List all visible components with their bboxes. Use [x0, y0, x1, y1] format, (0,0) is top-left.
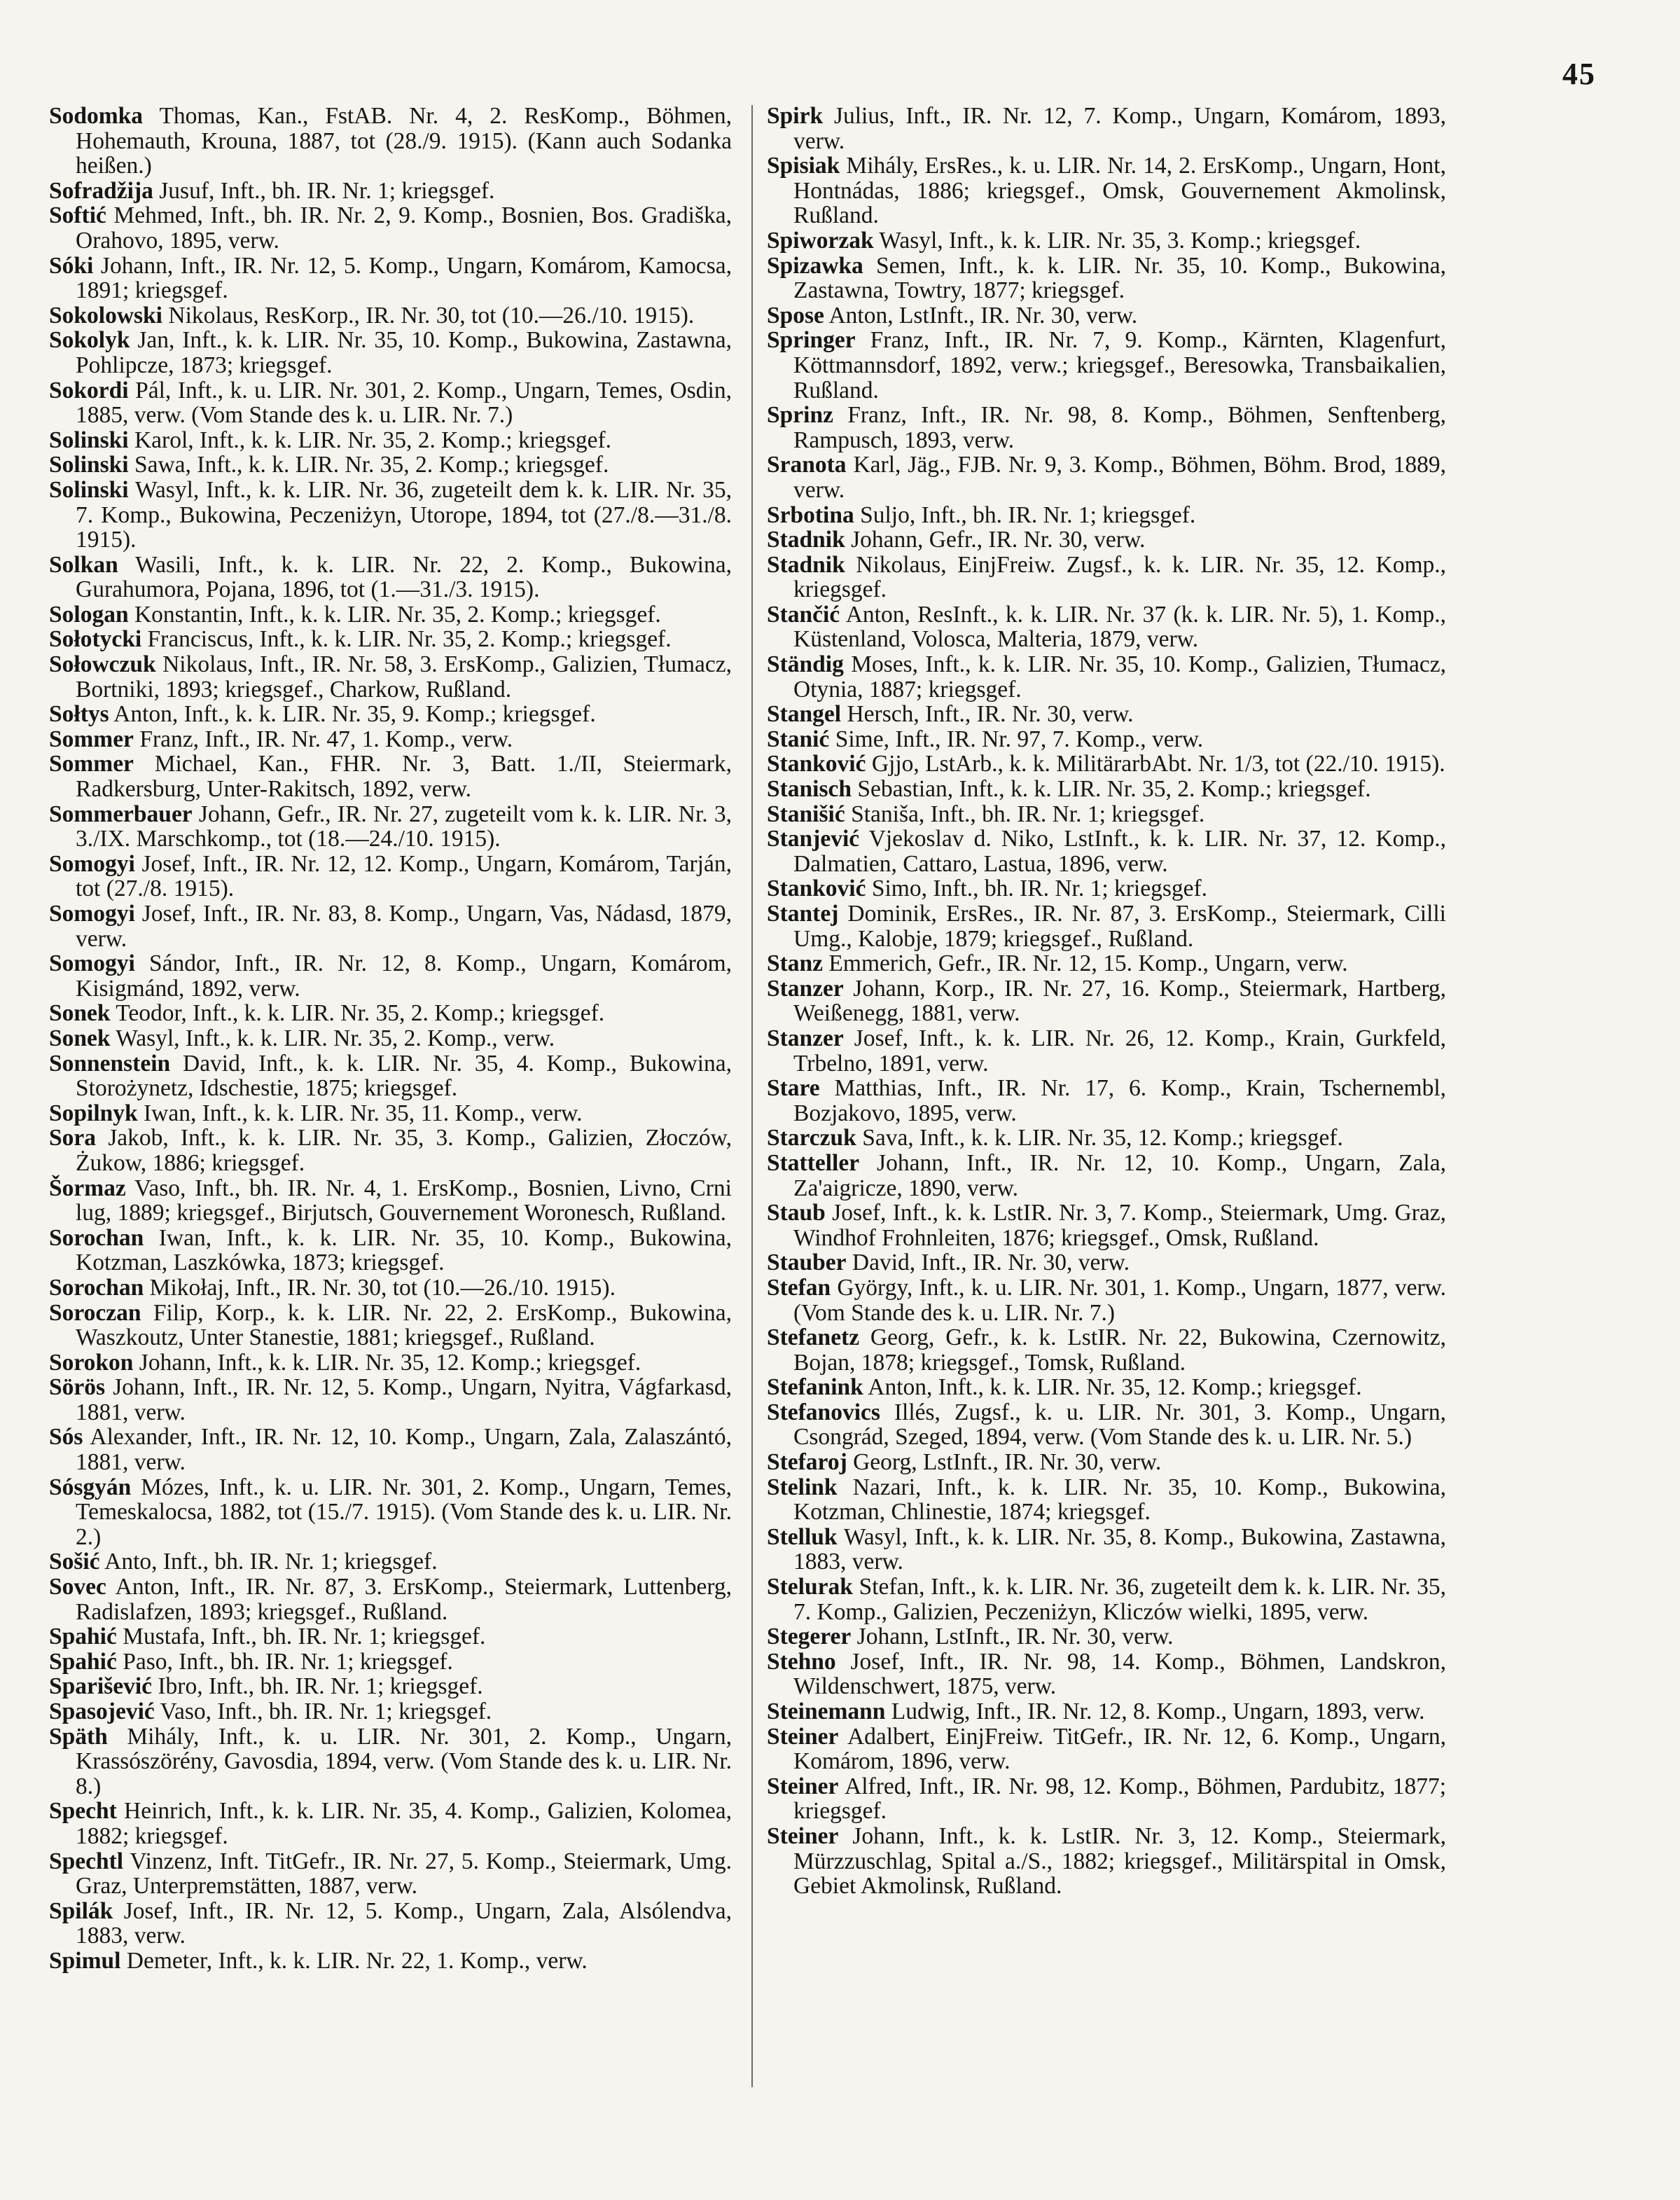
entry-surname: Stanz [767, 950, 824, 977]
entry-surname: Stefanink [767, 1374, 863, 1401]
list-entry [767, 1076, 1446, 1126]
list-entry [767, 826, 1446, 876]
entry-surname: Sołotycki [49, 626, 142, 653]
entry-surname: Starczuk [767, 1125, 856, 1151]
entry-details: Anton, Inft., k. k. LIR. Nr. 35, 12. Komp.; kriegsgef. [863, 1374, 1362, 1401]
entry-details: Moses, Inft., k. k. LIR. Nr. 35, 10. Komp., Galizien, Tłumacz, Otynia, 1887; kriegsgef. [793, 651, 1446, 703]
entry-surname: Sörös [49, 1374, 106, 1401]
entry-surname: Stare [767, 1075, 820, 1102]
entry-details: Wasyl, Inft., k. k. LIR. Nr. 36, zugeteilt dem k. k. LIR. Nr. 35, 7. Komp., Bukowina, Peczeniżyn, Utorope, 1894, tot (27./8.—31./8. 1915). [76, 476, 732, 553]
entry-details: Mustafa, Inft., bh. IR. Nr. 1; kriegsgef. [116, 1624, 486, 1650]
entry-details: David, Inft., IR. Nr. 30, verw. [846, 1250, 1130, 1276]
list-entry [49, 727, 732, 752]
entry-details: Karol, Inft., k. k. LIR. Nr. 35, 2. Komp.; kriegsgef. [128, 427, 612, 453]
entry-details: Mihály, Inft., k. u. LIR. Nr. 301, 2. Komp., Ungarn, Krassószörény, Gavosdia, 1894, verw. (Vom Stande des k. u. LIR. Nr. 8.) [76, 1723, 732, 1799]
list-entry [49, 378, 732, 428]
entry-surname: Sołtys [49, 701, 109, 728]
entry-surname: Spizawka [767, 252, 863, 279]
list-entry [49, 1350, 732, 1376]
list-entry [49, 1724, 732, 1799]
entry-surname: Statteller [767, 1149, 860, 1176]
entry-surname: Spimul [49, 1947, 121, 1974]
list-entry [49, 1575, 732, 1624]
entry-details: Anton, ResInft., k. k. LIR. Nr. 37 (k. k. LIR. Nr. 5), 1. Komp., Küstenland, Volosca, Malteria, 1879, verw. [793, 601, 1446, 653]
list-entry [49, 852, 732, 901]
entry-surname: Sofradžija [49, 177, 153, 204]
entry-surname: Stangel [767, 701, 842, 728]
list-entry [767, 652, 1446, 702]
entry-surname: Sóki [49, 252, 94, 279]
list-entry [49, 1126, 732, 1175]
entry-details: Vinzenz, Inft. TitGefr., IR. Nr. 27, 5. Komp., Steiermark, Umg. Graz, Unterpremstätten, 1887, verw. [76, 1848, 732, 1900]
list-entry [767, 1450, 1446, 1475]
list-entry [767, 1525, 1446, 1575]
entry-surname: Solinski [49, 452, 129, 478]
list-entry [767, 1699, 1446, 1724]
entry-details: Mózes, Inft., k. u. LIR. Nr. 301, 2. Komp., Ungarn, Temes, Temeskalocsa, 1882, tot (15./7. 1915). (Vom Stande des k. u. LIR. Nr. 2.) [76, 1474, 732, 1550]
list-entry [767, 1151, 1446, 1201]
entry-details: Dominik, ErsRes., IR. Nr. 87, 3. ErsKomp., Steiermark, Cilli Umg., Kalobje, 1879; kriegsgef., Rußland. [793, 901, 1446, 952]
entry-details: Pál, Inft., k. u. LIR. Nr. 301, 2. Komp., Ungarn, Temes, Osdin, 1885, verw. (Vom Stande des k. u. LIR. Nr. 7.) [76, 377, 732, 429]
list-entry [767, 153, 1446, 228]
list-entry [49, 478, 732, 553]
entry-surname: Stefan [767, 1274, 831, 1301]
list-entry [767, 951, 1446, 976]
entry-surname: Stanzer [767, 975, 844, 1002]
list-entry [767, 228, 1446, 254]
list-entry [767, 1575, 1446, 1624]
entry-details: Sebastian, Inft., k. k. LIR. Nr. 35, 2. Komp.; kriegsgef. [852, 776, 1371, 803]
list-entry [767, 901, 1446, 951]
entry-surname: Sonek [49, 1025, 111, 1051]
list-entry [767, 802, 1446, 827]
entry-surname: Spilák [49, 1897, 113, 1924]
entry-details: Josef, Inft., k. k. LstIR. Nr. 3, 7. Komp., Steiermark, Umg. Graz, Windhof Frohnleiten, 1876; kriegsgef., Omsk, Rußland. [793, 1200, 1446, 1251]
entry-details: Georg, Gefr., k. k. LstIR. Nr. 22, Bukowina, Czernowitz, Bojan, 1878; kriegsgef., Tomsk, Rußland. [793, 1324, 1446, 1376]
entry-details: Michael, Kan., FHR. Nr. 3, Batt. 1./II, Steiermark, Radkersburg, Unter-Rakitsch, 1892, verw. [76, 751, 732, 803]
entry-details: Simo, Inft., bh. IR. Nr. 1; kriegsgef. [866, 876, 1208, 902]
list-entry [49, 627, 732, 652]
entry-surname: Steiner [767, 1822, 839, 1849]
entry-details: Josef, Inft., IR. Nr. 12, 5. Komp., Ungarn, Zala, Alsólendva, 1883, verw. [76, 1897, 732, 1949]
entry-details: Nikolaus, Inft., IR. Nr. 58, 3. ErsKomp., Galizien, Tłumacz, Bortniki, 1893; kriegsgef., Charkow, Rußland. [76, 651, 732, 703]
list-entry [49, 303, 732, 328]
list-entry [767, 553, 1446, 602]
list-entry [49, 1649, 732, 1675]
entry-surname: Sós [49, 1424, 83, 1451]
entry-details: Johann, Inft., IR. Nr. 12, 5. Komp., Ungarn, Komárom, Kamocsa, 1891; kriegsgef. [76, 252, 732, 304]
list-entry [49, 802, 732, 852]
entry-surname: Somogyi [49, 950, 135, 977]
entry-surname: Specht [49, 1798, 117, 1825]
entry-details: Vjekoslav d. Niko, LstInft., k. k. LIR. Nr. 37, 12. Komp., Dalmatien, Cattaro, Lastua, 1896, verw. [793, 826, 1446, 877]
list-entry [767, 1126, 1446, 1151]
entry-surname: Springer [767, 327, 856, 354]
entry-details: György, Inft., k. u. LIR. Nr. 301, 1. Komp., Ungarn, 1877, verw. (Vom Stande des k. u. LIR. Nr. 7.) [793, 1274, 1446, 1326]
entry-surname: Stanković [767, 876, 866, 902]
list-entry [767, 876, 1446, 901]
list-entry [49, 752, 732, 801]
entry-surname: Sorochan [49, 1224, 144, 1251]
list-entry [767, 503, 1446, 528]
list-entry [49, 254, 732, 303]
entry-details: Nikolaus, ResKorp., IR. Nr. 30, tot (10.—26./10. 1915). [162, 302, 695, 328]
entry-surname: Steiner [767, 1723, 839, 1750]
entry-surname: Sora [49, 1125, 96, 1151]
entry-details: Sava, Inft., k. k. LIR. Nr. 35, 12. Komp.; kriegsgef. [856, 1125, 1343, 1151]
list-entry [49, 1051, 732, 1101]
entry-surname: Softić [49, 202, 106, 229]
list-entry [767, 1774, 1446, 1824]
entry-surname: Sodomka [49, 103, 144, 129]
entry-details: Johann, Inft., IR. Nr. 12, 10. Komp., Ungarn, Zala, Za'aigricze, 1890, verw. [793, 1149, 1446, 1201]
entry-details: Wasyl, Inft., k. k. LIR. Nr. 35, 8. Komp., Bukowina, Zastawna, 1883, verw. [793, 1523, 1446, 1575]
list-entry [49, 1475, 732, 1550]
entry-surname: Stelurak [767, 1574, 853, 1600]
list-entry [49, 1849, 732, 1899]
entry-details: Johann, Korp., IR. Nr. 27, 16. Komp., Steiermark, Hartberg, Weißenegg, 1881, verw. [793, 975, 1446, 1027]
entry-surname: Stanisch [767, 776, 852, 803]
list-entry [767, 1375, 1446, 1400]
list-entry [49, 1425, 732, 1474]
entry-surname: Spirk [767, 103, 824, 129]
entry-surname: Stanić [767, 726, 830, 752]
list-entry [49, 1176, 732, 1226]
entry-details: Josef, Inft., IR. Nr. 83, 8. Komp., Ungarn, Vas, Nádasd, 1879, verw. [76, 901, 732, 952]
entry-surname: Spiworzak [767, 227, 874, 254]
entry-details: Nazari, Inft., k. k. LIR. Nr. 35, 10. Komp., Bukowina, Kotzman, Chlinestie, 1874; kriegsgef. [793, 1474, 1446, 1526]
entry-surname: Spahić [49, 1648, 117, 1675]
entry-surname: Spasojević [49, 1699, 155, 1724]
list-entry [767, 976, 1446, 1026]
entry-details: Sime, Inft., IR. Nr. 97, 7. Komp., verw. [829, 726, 1204, 752]
entry-details: Teodor, Inft., k. k. LIR. Nr. 35, 2. Komp.; kriegsgef. [110, 1000, 605, 1027]
entry-details: Mihály, ErsRes., k. u. LIR. Nr. 14, 2. ErsKomp., Ungarn, Hont, Hontnádas, 1886; kriegsgef., Omsk, Gouvernement Akmolinsk, Rußland. [793, 153, 1446, 229]
entry-surname: Stelluk [767, 1523, 838, 1550]
list-entry [767, 104, 1446, 153]
entry-surname: Stehno [767, 1648, 836, 1675]
entry-details: Emmerich, Gefr., IR. Nr. 12, 15. Komp., Ungarn, verw. [823, 950, 1348, 977]
column-divider [751, 105, 753, 2087]
list-entry [767, 1824, 1446, 1899]
list-entry [767, 328, 1446, 403]
entry-surname: Stanišić [767, 801, 845, 827]
list-entry [49, 951, 732, 1001]
entry-surname: Spahić [49, 1624, 117, 1650]
list-entry [767, 1201, 1446, 1250]
entry-surname: Stadnik [767, 551, 845, 578]
entry-details: Illés, Zugsf., k. u. LIR. Nr. 301, 3. Komp., Ungarn, Csongrád, Szeged, 1894, verw. (Vom Stande des k. u. LIR. Nr. 5.) [793, 1399, 1446, 1451]
list-entry [49, 1301, 732, 1350]
entry-details: Anton, LstInft., IR. Nr. 30, verw. [824, 302, 1138, 328]
list-entry [49, 104, 732, 179]
entry-details: Alfred, Inft., IR. Nr. 98, 12. Komp., Böhmen, Pardubitz, 1877; kriegsgef. [793, 1773, 1446, 1825]
entry-surname: Stantej [767, 901, 839, 927]
list-entry [767, 1325, 1446, 1375]
entry-surname: Sorokon [49, 1349, 134, 1376]
entry-details: Wasyl, Inft., k. k. LIR. Nr. 35, 3. Komp.; kriegsgef. [873, 227, 1361, 254]
entry-surname: Stančić [767, 601, 840, 628]
entry-details: Mehmed, Inft., bh. IR. Nr. 2, 9. Komp., Bosnien, Bos. Gradiška, Orahovo, 1895, verw. [76, 202, 732, 254]
entry-surname: Sologan [49, 601, 129, 628]
entry-surname: Stegerer [767, 1624, 852, 1650]
entry-surname: Stanzer [767, 1025, 844, 1051]
list-entry [767, 527, 1446, 553]
list-entry [767, 452, 1446, 502]
entry-surname: Spechtl [49, 1848, 124, 1874]
entry-details: Franz, Inft., IR. Nr. 7, 9. Komp., Kärnten, Klagenfurt, Köttmannsdorf, 1892, verw.; kriegsgef., Beresowka, Transbaikalien, Rußland. [793, 327, 1446, 403]
entry-details: Anton, Inft., k. k. LIR. Nr. 35, 9. Komp.; kriegsgef. [109, 701, 596, 728]
list-entry [49, 1799, 732, 1848]
entry-details: Vaso, Inft., bh. IR. Nr. 1; kriegsgef. [154, 1699, 492, 1724]
list-entry [49, 553, 732, 602]
list-entry [49, 428, 732, 453]
list-entry [767, 602, 1446, 652]
entry-surname: Stefanovics [767, 1399, 880, 1425]
list-entry [49, 179, 732, 204]
entry-surname: Sopilnyk [49, 1100, 138, 1126]
list-entry [767, 303, 1446, 328]
entry-surname: Sprinz [767, 402, 833, 429]
entry-surname: Sošić [49, 1549, 100, 1575]
list-entry [49, 901, 732, 951]
list-entry [49, 1375, 732, 1425]
entry-details: Gjjo, LstArb., k. k. MilitärarbAbt. Nr. 1/3, tot (22./10. 1915). [866, 751, 1445, 777]
entry-details: Vaso, Inft., bh. IR. Nr. 4, 1. ErsKomp., Bosnien, Livno, Crni lug, 1889; kriegsgef., Birjutsch, Gouvernement Woronesch, Rußland. [76, 1175, 732, 1226]
entry-details: David, Inft., k. k. LIR. Nr. 35, 4. Komp., Bukowina, Storożynetz, Idschestie, 1875; kriegsgef. [76, 1050, 732, 1102]
entry-details: Johann, Gefr., IR. Nr. 30, verw. [845, 527, 1146, 553]
entry-details: Matthias, Inft., IR. Nr. 17, 6. Komp., Krain, Tschernembl, Bozjakovo, 1895, verw. [793, 1075, 1446, 1126]
entry-surname: Sommer [49, 751, 134, 777]
list-entry [49, 1699, 732, 1724]
list-entry [767, 752, 1446, 777]
entry-surname: Somogyi [49, 850, 135, 877]
page-number: 45 [1562, 57, 1596, 91]
entry-details: Sándor, Inft., IR. Nr. 12, 8. Komp., Ungarn, Komárom, Kisigmánd, 1892, verw. [76, 950, 732, 1002]
list-entry [49, 652, 732, 702]
entry-details: Johann, Inft., k. k. LstIR. Nr. 3, 12. Komp., Steiermark, Mürzzuschlag, Spital a./S., 1882; kriegsgef., Militärspital in Omsk, Gebiet Akmolinsk, Rußland. [793, 1822, 1446, 1900]
entry-details: Josef, Inft., IR. Nr. 12, 12. Komp., Ungarn, Komárom, Tarján, tot (27./8. 1915). [76, 850, 732, 902]
entry-surname: Steiner [767, 1773, 839, 1799]
entry-details: Nikolaus, EinjFreiw. Zugsf., k. k. LIR. Nr. 35, 12. Komp., kriegsgef. [793, 551, 1446, 603]
entry-surname: Sparišević [49, 1673, 153, 1700]
entry-details: Franciscus, Inft., k. k. LIR. Nr. 35, 2. Komp.; kriegsgef. [141, 626, 672, 653]
entry-surname: Sonnenstein [49, 1050, 171, 1077]
list-entry [49, 1674, 732, 1699]
entry-surname: Sołowczuk [49, 651, 156, 678]
entry-surname: Srbotina [767, 501, 854, 528]
entry-details: Stefan, Inft., k. k. LIR. Nr. 36, zugeteilt dem k. k. LIR. Nr. 35, 7. Komp., Galizien, Peczeniżyn, Kliczów wielki, 1895, verw. [793, 1574, 1446, 1625]
list-entry [767, 702, 1446, 727]
list-entry [49, 452, 732, 478]
entry-details: Ludwig, Inft., IR. Nr. 12, 8. Komp., Ungarn, 1893, verw. [885, 1699, 1425, 1724]
entry-details: Josef, Inft., IR. Nr. 98, 14. Komp., Böhmen, Landskron, Wildenschwert, 1875, verw. [793, 1648, 1446, 1700]
entry-surname: Stefanetz [767, 1324, 860, 1351]
entry-details: Franz, Inft., IR. Nr. 98, 8. Komp., Böhmen, Senftenberg, Rampusch, 1893, verw. [793, 402, 1446, 453]
entry-surname: Sonek [49, 1000, 111, 1027]
list-entry [49, 1899, 732, 1949]
entry-surname: Spose [767, 302, 824, 328]
entry-details: Anto, Inft., bh. IR. Nr. 1; kriegsgef. [99, 1549, 438, 1575]
entry-details: Sawa, Inft., k. k. LIR. Nr. 35, 2. Komp.; kriegsgef. [128, 452, 609, 478]
entry-details: Mikołaj, Inft., IR. Nr. 30, tot (10.—26./10. 1915). [144, 1274, 616, 1301]
entry-surname: Sokolyk [49, 327, 130, 354]
list-entry [49, 1026, 732, 1051]
entry-surname: Soroczan [49, 1299, 141, 1326]
list-entry [49, 1949, 732, 1974]
list-entry [49, 602, 732, 628]
entry-surname: Sovec [49, 1574, 106, 1600]
entry-details: Hersch, Inft., IR. Nr. 30, verw. [841, 701, 1134, 728]
entry-surname: Stelink [767, 1474, 838, 1500]
entry-surname: Somogyi [49, 901, 135, 927]
entry-surname: Sranota [767, 452, 847, 478]
entry-details: Johann, LstInft., IR. Nr. 30, verw. [851, 1624, 1174, 1650]
list-entry [767, 1649, 1446, 1699]
entry-surname: Spisiak [767, 153, 840, 179]
entry-details: Jakob, Inft., k. k. LIR. Nr. 35, 3. Komp., Galizien, Złoczów, Żukow, 1886; kriegsgef. [76, 1125, 732, 1176]
entry-details: Semen, Inft., k. k. LIR. Nr. 35, 10. Komp., Bukowina, Zastawna, Towtry, 1877; kriegsgef. [793, 252, 1446, 304]
entry-surname: Sósgyán [49, 1474, 132, 1500]
entry-details: Demeter, Inft., k. k. LIR. Nr. 22, 1. Komp., verw. [120, 1947, 588, 1974]
entry-details: Franz, Inft., IR. Nr. 47, 1. Komp., verw. [133, 726, 513, 752]
left-column [49, 104, 732, 1974]
list-entry [49, 1226, 732, 1275]
entry-details: Iwan, Inft., k. k. LIR. Nr. 35, 11. Komp., verw. [137, 1100, 583, 1126]
entry-details: Staniša, Inft., bh. IR. Nr. 1; kriegsgef. [845, 801, 1205, 827]
entry-surname: Stadnik [767, 527, 845, 553]
entry-details: Ibro, Inft., bh. IR. Nr. 1; kriegsgef. [152, 1673, 483, 1700]
right-column [767, 104, 1446, 1899]
entry-surname: Stauber [767, 1250, 847, 1276]
entry-surname: Sokordi [49, 377, 129, 403]
entry-surname: Šormaz [49, 1175, 126, 1201]
list-entry [49, 702, 732, 727]
entry-details: Thomas, Kan., FstAB. Nr. 4, 2. ResKomp., Böhmen, Hohemauth, Krouna, 1887, tot (28./9. 1915). (Kann auch Sodanka heißen.) [76, 103, 732, 179]
list-entry [767, 1026, 1446, 1076]
entry-details: Konstantin, Inft., k. k. LIR. Nr. 35, 2. Komp.; kriegsgef. [128, 601, 661, 628]
list-entry [767, 403, 1446, 452]
list-entry [767, 1250, 1446, 1275]
entry-surname: Sorochan [49, 1274, 144, 1301]
entry-details: Johann, Inft., IR. Nr. 12, 5. Komp., Ungarn, Nyitra, Vágfarkasd, 1881, verw. [76, 1374, 732, 1425]
entry-surname: Stefaroj [767, 1449, 847, 1476]
list-entry [49, 203, 732, 253]
entry-surname: Sommerbauer [49, 801, 193, 827]
entry-surname: Stanjević [767, 826, 860, 852]
entry-surname: Solinski [49, 476, 129, 503]
entry-surname: Solinski [49, 427, 129, 453]
list-entry [767, 1275, 1446, 1325]
list-entry [49, 1101, 732, 1126]
list-entry [767, 727, 1446, 752]
entry-details: Josef, Inft., k. k. LIR. Nr. 26, 12. Komp., Krain, Gurkfeld, Trbelno, 1891, verw. [793, 1025, 1446, 1077]
entry-details: Karl, Jäg., FJB. Nr. 9, 3. Komp., Böhmen, Böhm. Brod, 1889, verw. [793, 452, 1446, 503]
entry-details: Wasili, Inft., k. k. LIR. Nr. 22, 2. Komp., Bukowina, Gurahumora, Pojana, 1896, tot (1.—31./3. 1915). [76, 551, 732, 603]
entry-details: Heinrich, Inft., k. k. LIR. Nr. 35, 4. Komp., Galizien, Kolomea, 1882; kriegsgef. [76, 1798, 732, 1849]
entry-details: Iwan, Inft., k. k. LIR. Nr. 35, 10. Komp., Bukowina, Kotzman, Laszkówka, 1873; kriegsgef. [76, 1224, 732, 1276]
entry-surname: Steinemann [767, 1699, 886, 1724]
entry-surname: Späth [49, 1723, 108, 1750]
entry-details: Wasyl, Inft., k. k. LIR. Nr. 35, 2. Komp., verw. [110, 1025, 555, 1051]
entry-details: Georg, LstInft., IR. Nr. 30, verw. [847, 1449, 1162, 1476]
entry-details: Jan, Inft., k. k. LIR. Nr. 35, 10. Komp., Bukowina, Zastawna, Pohlipcze, 1873; kriegsgef. [76, 327, 732, 378]
entry-details: Suljo, Inft., bh. IR. Nr. 1; kriegsgef. [854, 501, 1196, 528]
entry-surname: Stanković [767, 751, 866, 777]
list-entry [49, 328, 732, 378]
entry-details: Adalbert, EinjFreiw. TitGefr., IR. Nr. 12, 6. Komp., Ungarn, Komárom, 1896, verw. [793, 1723, 1446, 1775]
list-entry [767, 777, 1446, 802]
list-entry [49, 1275, 732, 1301]
list-entry [767, 254, 1446, 303]
entry-details: Jusuf, Inft., bh. IR. Nr. 1; kriegsgef. [153, 177, 495, 204]
entry-details: Anton, Inft., IR. Nr. 87, 3. ErsKomp., Steiermark, Luttenberg, Radislafzen, 1893; kriegsgef., Rußland. [76, 1574, 732, 1625]
list-entry [767, 1475, 1446, 1525]
entry-surname: Ständig [767, 651, 844, 678]
entry-details: Johann, Inft., k. k. LIR. Nr. 35, 12. Komp.; kriegsgef. [133, 1349, 641, 1376]
entry-details: Johann, Gefr., IR. Nr. 27, zugeteilt vom k. k. LIR. Nr. 3, 3./IX. Marschkomp., tot (18.—24./10. 1915). [76, 801, 732, 852]
entry-details: Filip, Korp., k. k. LIR. Nr. 22, 2. ErsKomp., Bukowina, Waszkoutz, Unter Stanestie, 1881; kriegsgef., Rußland. [76, 1299, 732, 1351]
entry-details: Paso, Inft., bh. IR. Nr. 1; kriegsgef. [116, 1648, 453, 1675]
list-entry [49, 1549, 732, 1575]
entry-surname: Sommer [49, 726, 134, 752]
list-entry [49, 1001, 732, 1026]
entry-surname: Sokolowski [49, 302, 162, 328]
list-entry [767, 1400, 1446, 1450]
entry-details: Julius, Inft., IR. Nr. 12, 7. Komp., Ungarn, Komárom, 1893, verw. [793, 103, 1446, 154]
list-entry [49, 1624, 732, 1649]
list-entry [767, 1624, 1446, 1649]
entry-surname: Staub [767, 1200, 826, 1226]
list-entry [767, 1724, 1446, 1774]
entry-details: Alexander, Inft., IR. Nr. 12, 10. Komp., Ungarn, Zala, Zalaszántó, 1881, verw. [76, 1424, 732, 1476]
entry-surname: Solkan [49, 551, 118, 578]
